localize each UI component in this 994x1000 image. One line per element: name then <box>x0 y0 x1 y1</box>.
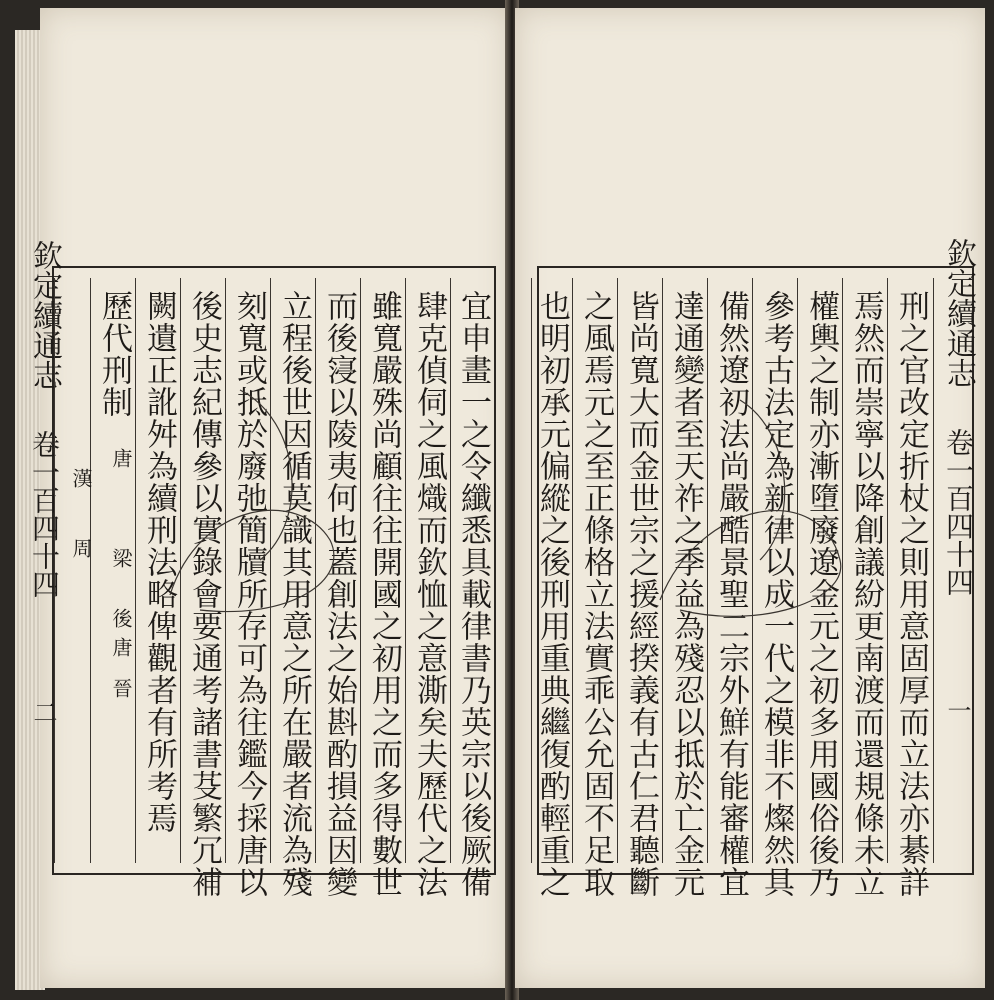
text-column <box>225 278 271 898</box>
column-text: 刻寬或抵於廢弛簡牘所存可為往鑑今採唐以 <box>231 290 267 898</box>
page-number: 一 <box>943 698 971 722</box>
text-column <box>405 278 451 898</box>
volume-label: 卷一百四十四 <box>942 428 975 596</box>
text-column <box>752 278 798 898</box>
text-column <box>531 278 573 898</box>
right-page <box>515 8 985 988</box>
column-text: 也明初承元偏縱之後刑用重典繼復酌輕重之 <box>534 290 570 898</box>
text-column <box>315 278 361 898</box>
text-column <box>887 278 934 898</box>
dynasty-label: 後唐 <box>109 608 133 666</box>
text-column <box>270 278 316 898</box>
column-text: 宜申畫一之令纖悉具載律書乃英宗以後厥備 <box>455 290 491 898</box>
column-text: 後史志紀傳參以實錄會要通考諸書芟繁冗補 <box>186 290 222 898</box>
left-page-header <box>18 240 62 850</box>
column-text: 焉然而崇寧以降創議紛更南渡而還規條未立 <box>848 290 884 898</box>
left-page <box>27 8 510 988</box>
text-column <box>617 278 663 898</box>
column-text: 肆克偵伺之風熾而欽恤之意澌矣夫歷代之法 <box>411 290 447 898</box>
column-text: 皆尚寬大而金世宗之援經揆義有古仁君聽斷 <box>623 290 659 898</box>
book-title: 欽定續通志 <box>941 238 976 388</box>
text-column <box>842 278 888 898</box>
right-text-frame <box>534 238 976 898</box>
text-column-heading <box>69 278 136 863</box>
left-text-frame <box>27 240 496 898</box>
column-text: 刑之官改定折杖之則用意固厚而立法亦綦詳 <box>893 290 929 898</box>
right-page-header <box>932 238 976 848</box>
volume-label: 卷一百四十四 <box>28 430 61 598</box>
section-heading: 歷代刑制 <box>96 290 132 418</box>
dynasty-label: 晉 <box>109 678 133 707</box>
column-text: 備然遼初法尚嚴酷景聖二宗外鮮有能審權宜 <box>713 290 749 898</box>
blank-column <box>54 278 91 863</box>
dynasty-label: 梁 <box>109 548 133 577</box>
text-column <box>707 278 753 898</box>
page-number: 二 <box>29 700 57 724</box>
column-text: 闕遺正訛舛為續刑法略俾觀者有所考焉 <box>141 290 177 834</box>
book-title: 欽定續通志 <box>27 240 62 390</box>
text-column <box>135 278 181 863</box>
text-column <box>797 278 843 898</box>
column-text: 雖寬嚴殊尚顧往往開國之初用之而多得數世 <box>366 290 402 898</box>
column-text: 參考古法定為新律以成一代之模非不燦然具 <box>758 290 794 898</box>
column-text: 達通變者至天祚之季益為殘忍以抵於亡金元 <box>668 290 704 898</box>
text-column <box>662 278 708 898</box>
dynasty-label: 周 <box>69 538 93 567</box>
text-column <box>180 278 226 898</box>
column-text: 立程後世因循莫識其用意之所在嚴者流為殘 <box>276 290 312 898</box>
column-text: 而後寖以陵夷何也蓋創法之始斟酌損益因變 <box>321 290 357 898</box>
text-column <box>572 278 618 898</box>
dynasty-label: 唐 <box>109 448 133 477</box>
column-text: 之風焉元之至正條格立法實乖公允固不足取 <box>578 290 614 898</box>
dynasty-label: 漢 <box>69 468 93 497</box>
column-text: 權輿之制亦漸墮廢遼金元之初多用國俗後乃 <box>803 290 839 898</box>
text-column <box>360 278 406 898</box>
text-column <box>450 278 495 898</box>
